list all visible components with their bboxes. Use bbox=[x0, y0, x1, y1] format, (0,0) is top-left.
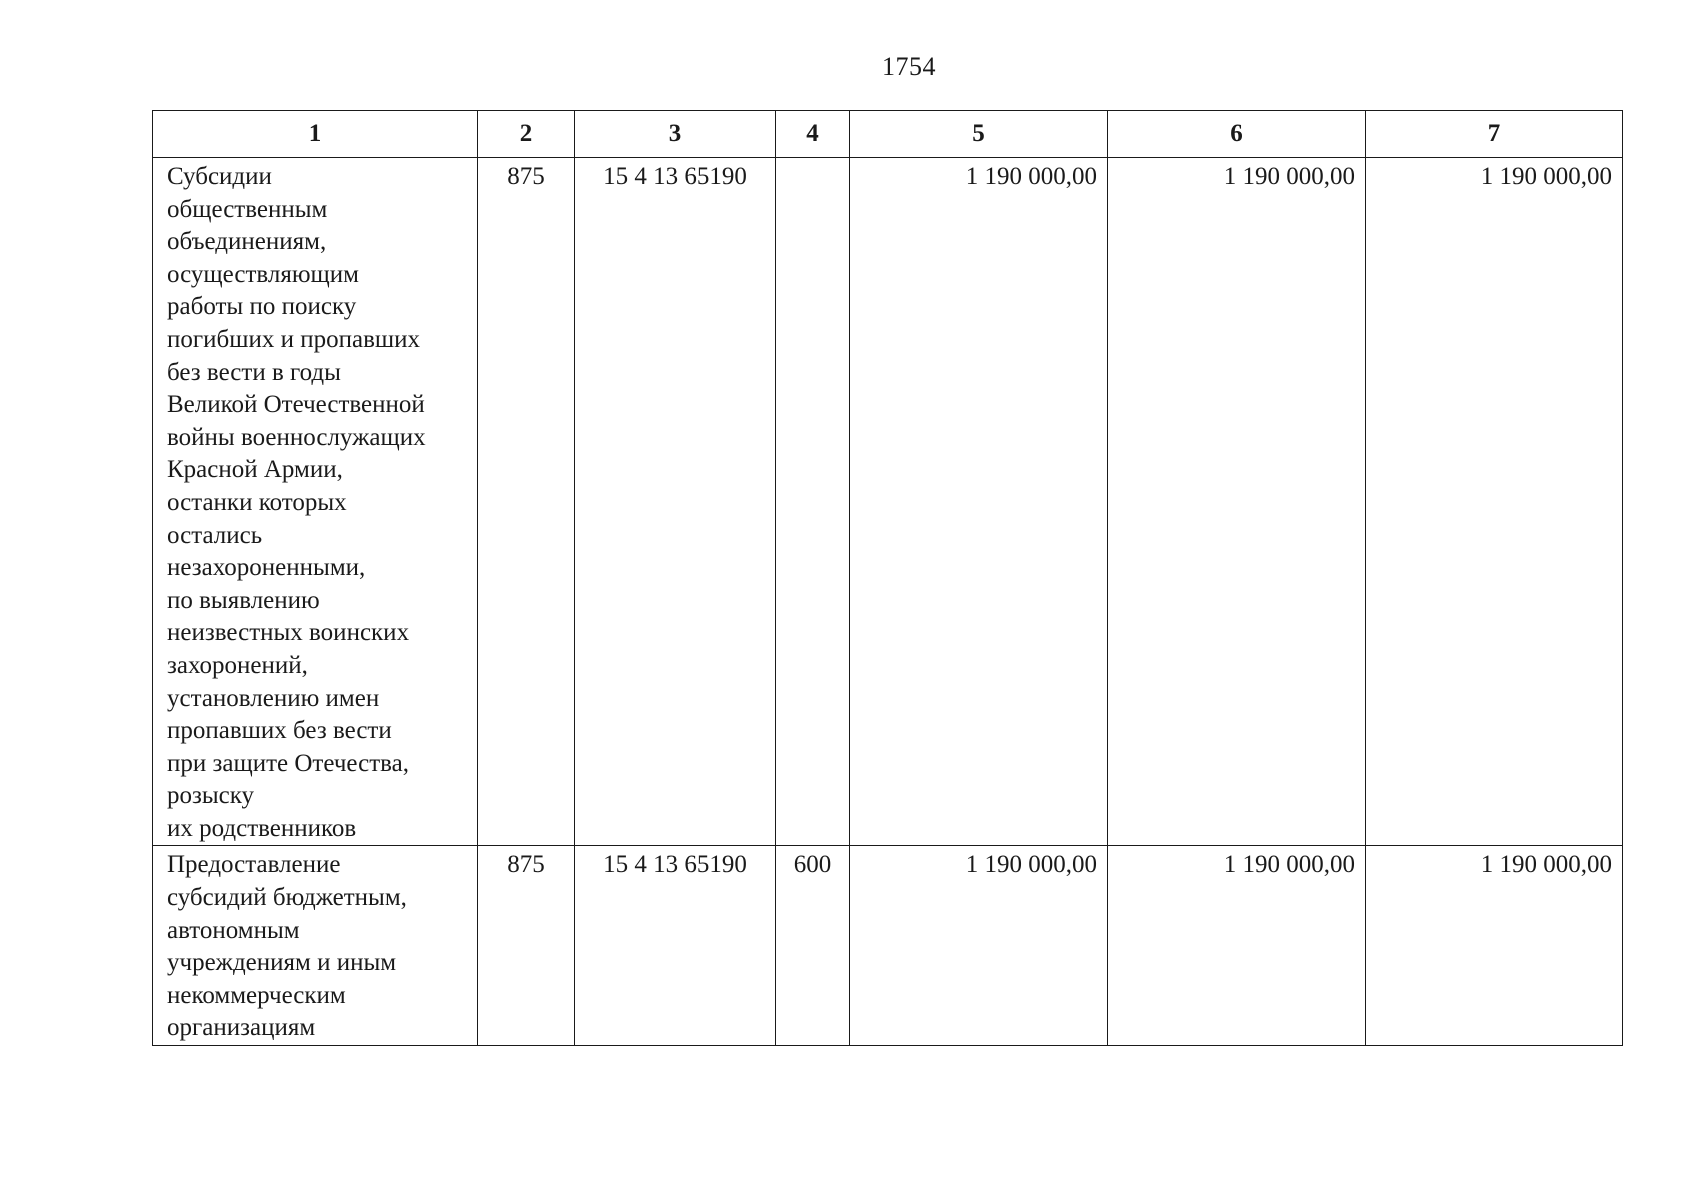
header-col-3: 3 bbox=[575, 111, 776, 158]
header-col-1: 1 bbox=[153, 111, 478, 158]
budget-table bbox=[152, 110, 1623, 1046]
expense-type-code bbox=[776, 158, 850, 846]
amount-col-7: 1 190 000,00 bbox=[1366, 158, 1623, 846]
header-col-2: 2 bbox=[478, 111, 575, 158]
header-col-7: 7 bbox=[1366, 111, 1623, 158]
ministry-code: 875 bbox=[478, 846, 575, 1046]
header-row bbox=[153, 111, 1623, 158]
expense-type-code: 600 bbox=[776, 846, 850, 1046]
row-name-cell bbox=[153, 846, 478, 1046]
target-article-code: 15 4 13 65190 bbox=[575, 158, 776, 846]
target-article-code: 15 4 13 65190 bbox=[575, 846, 776, 1046]
header-col-6: 6 bbox=[1108, 111, 1366, 158]
table-row bbox=[153, 846, 1623, 1046]
amount-col-5: 1 190 000,00 bbox=[850, 846, 1108, 1046]
amount-col-6: 1 190 000,00 bbox=[1108, 846, 1366, 1046]
table-row bbox=[153, 158, 1623, 846]
ministry-code: 875 bbox=[478, 158, 575, 846]
row-name: Предоставление субсидий бюджетным, автономным учреждениям и иным некоммерческим организациям bbox=[167, 851, 407, 1042]
row-name-cell bbox=[153, 158, 478, 846]
page-number: 1754 bbox=[882, 52, 936, 81]
row-name: Субсидии общественным объединениям, осуществляющим работы по поиску погибших и пропавших без вести в годы Великой Отечественной войны военнослужащих Красной Армии, останки которых остались незахороненными, по выявлению неизвестных воинских захоронений, установлению имен пропавших без вести при защите Отечества, розыску их родственников bbox=[167, 163, 426, 842]
header-col-5: 5 bbox=[850, 111, 1108, 158]
amount-col-7: 1 190 000,00 bbox=[1366, 846, 1623, 1046]
amount-col-6: 1 190 000,00 bbox=[1108, 158, 1366, 846]
amount-col-5: 1 190 000,00 bbox=[850, 158, 1108, 846]
header-col-4: 4 bbox=[776, 111, 850, 158]
